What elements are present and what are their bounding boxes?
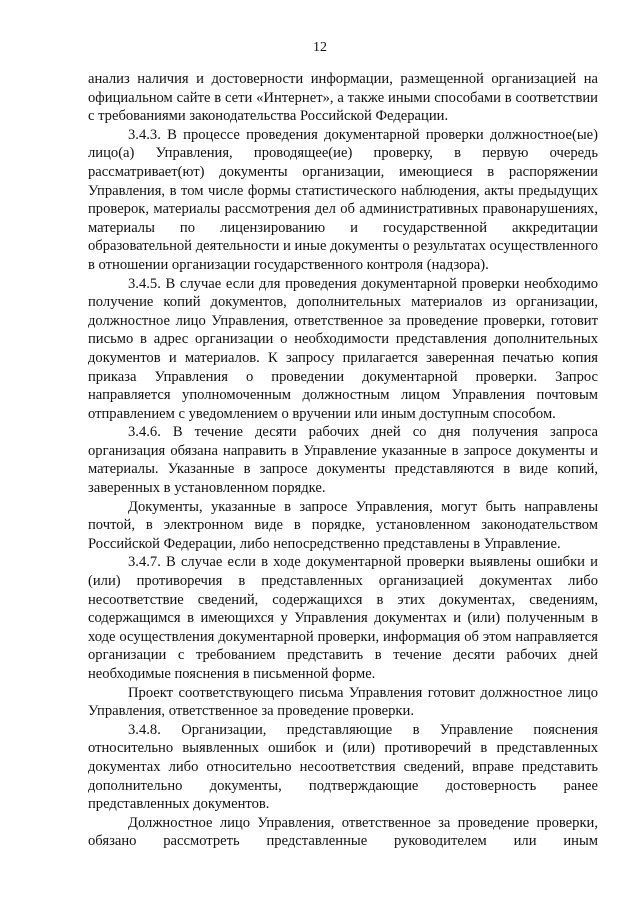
- paragraph-3-4-5: 3.4.5. В случае если для проведения документарной проверки необходимо получение копий документов, дополнительных материалов из организации, должностное лицо Управления, ответственное за проведение проверки, готовит письмо в адрес организации о необходимости представления дополнительных документов и материалов. К запросу прилагается заверенная печатью копия приказа Управления о проведении документарной проверки. Запрос направляется уполномоченным должностным лицом Управления почтовым отправлением с уведомлением о вручении или иным доступным способом.: [88, 275, 598, 422]
- paragraph-official-review: Должностное лицо Управления, ответственное за проведение проверки, обязано рассмотреть представленные руководителем или иным: [88, 814, 598, 850]
- paragraph-documents-delivery: Документы, указанные в запросе Управления, могут быть направлены почтой, в электронном виде в порядке, установленном законодательством Российской Федерации, либо непосредственно представлены в Управление.: [88, 498, 598, 552]
- paragraph-3-4-3: 3.4.3. В процессе проведения документарной проверки должностное(ые) лицо(а) Управления, проводящее(ие) проверку, в первую очередь рассматривает(ют) документы организации, имеющиеся в распоряжении Управления, в том числе формы статистического наблюдения, акты предыдущих проверок, материалы рассмотрения дел об административных правонарушениях, материалы по лицензированию и государственной аккредитации образовательной деятельности и иные документы о результатах осуществленного в отношении организации государственного контроля (надзора).: [88, 126, 598, 273]
- paragraph-3-4-8: 3.4.8. Организации, представляющие в Управление пояснения относительно выявленных ошибок и (или) противоречий в представленных документах либо относительно несоответствия сведений, вправе представить дополнительно документы, подтверждающие достоверность ранее представленных документов.: [88, 721, 598, 813]
- document-body: [88, 70, 598, 851]
- paragraph-3-4-7: 3.4.7. В случае если в ходе документарной проверки выявлены ошибки и (или) противоречия в представленных организацией документах либо несоответствие сведений, содержащихся в этих документах, сведениям, содержащимся в имеющихся у Управления документах и (или) полученным в ходе осуществления документарной проверки, информация об этом направляется организации с требованием представить в течение десяти рабочих дней необходимые пояснения в письменной форме.: [88, 554, 598, 682]
- paragraph-letter-draft: Проект соответствующего письма Управления готовит должностное лицо Управления, ответственное за проведение проверки.: [88, 684, 598, 720]
- paragraph-continuation: анализ наличия и достоверности информации, размещенной организацией на официальном сайте в сети «Интернет», а также иными способами в соответствии с требованиями законодательства Российской Федерации.: [88, 71, 598, 125]
- paragraph-3-4-6: 3.4.6. В течение десяти рабочих дней со дня получения запроса организация обязана направить в Управление указанные в запросе документы и материалы. Указанные в запросе документы представляются в виде копий, заверенных в установленном порядке.: [88, 424, 598, 497]
- page-number: 12: [313, 40, 327, 55]
